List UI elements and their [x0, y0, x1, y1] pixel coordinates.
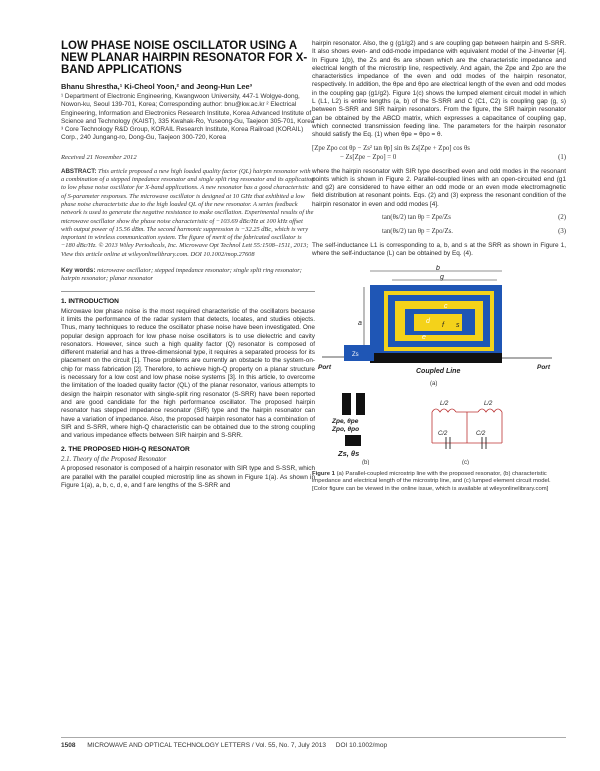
label-c: c	[444, 302, 448, 310]
section-heading-intro: 1. INTRODUCTION	[61, 297, 119, 305]
label-a: a	[358, 319, 362, 327]
label-b: b	[436, 264, 440, 272]
footer-doi: DOI 10.1002/mop	[335, 742, 388, 749]
label-panel-b: (b)	[362, 459, 370, 465]
label-coupled-line: Coupled Line	[416, 367, 461, 375]
page-number: 1508	[61, 742, 76, 749]
divider	[61, 291, 315, 292]
label-f: f	[442, 321, 444, 329]
label-zpo: Zpo, θpo	[332, 425, 360, 433]
figure-caption-label: Figure 1	[312, 470, 335, 477]
microstrip-section	[345, 435, 361, 446]
feed-line-zs	[344, 345, 374, 361]
coupled-pair-left	[342, 393, 351, 415]
inductor-l1	[432, 409, 456, 412]
equation-3-number: (3)	[558, 228, 566, 236]
label-zpe: Zpe, θpe	[332, 417, 359, 425]
article-title: LOW PHASE NOISE OSCILLATOR USING A NEW PLANAR HAIRPIN RESONATOR FOR X-BAND APPLICATIONS	[61, 40, 308, 76]
label-l2: L/2	[484, 400, 493, 407]
label-d: d	[426, 317, 430, 325]
label-panel-c: (c)	[462, 459, 469, 465]
right-paragraph-1: hairpin resonator. Also, the g (g1/g2) and s are coupling gap between hairpin and S-SRR. It also shows even- and odd-mode impedance with equivalent model of the J-inverter [4]. In Figure 1(b), the Zs and θs are shown which are the characteristic impedance and electrical length of the microstrip line, respectively. And again, the Zpe and Zpo are the characteristics impedance of the even and odd modes of the hairpin resonator, respectively. In addition, the θpe and θpo are electrical length of the even and odd modes in the coupling gap (g1/g2). Figure 1(c) shows the lumped element circuit model in which L (L1, L2) is entire lengths (a, b) of the S-SRR and C (C1, C2) is coupling gap (g, s) between S-SRR and SIR hairpin resonators. From the figure, the SIR hairpin resonator can be obtained by the ABCD matrix, which expresses a capacitance of coupling gap, which connected transmission feeding line. The parameters for the hairpin resonator should satisfy the Eq. (1) when θpe = θpo = θ.	[312, 40, 566, 139]
figure-caption-text: (a) Parallel-coupled microstrip line with the proposed resonator, (b) characteristic impedance and electrical length of the microstrip line, and (c) lumped element circuit model. [Color figure can be viewed in the online issue, which is available at wileyonlinelibrary.com]	[312, 470, 551, 493]
theory-paragraph: A proposed resonator is composed of a hairpin resonator with SIR type and S-SSR, which are parallel with the parallel coupled microstrip line as shown in Figure 1(a). As shown in Figure 1(a), a, b, c, d, e, and f are lengths of the S-SRR and	[61, 465, 315, 489]
keywords	[61, 267, 315, 284]
equation-2-text: tan(θs/2) tan θp = Zpe/Zs	[382, 214, 451, 222]
label-zs-theta: Zs, θs	[338, 448, 360, 458]
label-port-right: Port	[537, 363, 550, 371]
hairpin-stub	[414, 314, 462, 331]
left-column	[61, 40, 315, 490]
equation-1-line-1: [Zpe Zpo cot θp − Zs² tan θp] sin θs Zs[Zpe + Zpo] cos θs	[312, 144, 470, 152]
figure-caption	[312, 471, 566, 494]
label-s: s	[456, 321, 460, 329]
coupled-line	[370, 353, 502, 363]
abstract-text: This article proposed a new high loaded quality factor (QL) hairpin resonator with a combination of a stepped impedance resonator and single split ring resonator and its application to low phase noise oscillator for X-band applications. A new resonator has a good characteristic of S-parameter responses. The microwave oscillator is designed at 10 GHz that exhibited a low phase noise characteristic due to the high loaded QL of the new resonator. A series feedback network is used to generate the negative resistance to make oscillation. Experimental results of the microwave oscillator show the phase noise characteristic of −103.69 dBc/Hz at 100 kHz offset with output power of 15.56 dBm. The second harmonic suppression is −32.25 dBc, which is very important in wireless communication system. The figure of merit of the fabricated oscillator is −180 dBc/Hz. © 2013 Wiley Periodicals, Inc. Microwave Opt Technol Lett 55:1508–1511, 2013; View this article online at wileyonlinelibrary.com. DOI 10.1002/mop.27608	[61, 167, 315, 258]
label-port-left: Port	[318, 363, 331, 371]
label-c2: C/2	[476, 430, 486, 437]
label-g: g	[440, 273, 444, 281]
equation-1	[312, 145, 566, 163]
equation-3	[312, 228, 566, 237]
right-paragraph-2: where the hairpin resonator with SIR type described even and odd modes in the resonant points which is shown in Figure 2. Parallel-coupled lines with an open-circuited end (g1 and g2) are considered to have either an odd mode or an even mode electromagnetic field distribution at resonant points. Eqs. (2) and (3) express the resonant condition of the hairpin resonator in even and odd modes [4].	[312, 167, 566, 208]
received-date: Received 21 November 2012	[61, 153, 137, 161]
keywords-label: Key words:	[61, 267, 96, 275]
abstract	[61, 168, 315, 259]
intro-paragraph: Microwave low phase noise is the most required characteristic of the oscillators because it limits the performance of the radar system that detects, locates, and studies objects. Thus, many techniques to reduce the oscillator phase noise have been investigated. One popular design approach for low phase noise oscillators is to use dielectric and cavity resonators. However, since such a high quality factor (Q) resonator is composed of different material and has a three-dimensional type, it requires a separated process for its placement on the circuit [1]. These problems are currently an obstacle to the system-on-chip for mass fabrication [2]. Therefore, to achieve high-Q property on a planar structure is necessary for a low cost and low phase noise systems [3]. In this article, to overcome the limitation of the loaded quality factor (QL) of the planar resonator, various attempts to design the hairpin resonator with single-split ring resonator (S-SRR) have been reported and are good candidate for the high performance oscillator. The proposed hairpin resonator has stepped impedance resonator (SIR) type and the hairpin resonator can have a variation of impedance. Also, the proposed hairpin resonator has a combination of SIR and S-SRR, where high-Q characteristic can be obtained due to the strong coupling and various impedance effects between SIR hairpin and S-SRR.	[61, 307, 315, 440]
figure-panel-b	[331, 393, 369, 465]
label-e: e	[422, 333, 426, 341]
equation-2	[312, 214, 566, 223]
coupled-pair-right	[356, 393, 365, 415]
equation-2-number: (2)	[558, 214, 566, 222]
figure-panel-a	[318, 265, 552, 387]
right-column	[312, 40, 566, 494]
label-l1: L/2	[440, 400, 449, 407]
subsection-heading-theory: 2.1. Theory of the Proposed Resonator	[61, 456, 167, 464]
section-heading-proposed: 2. THE PROPOSED HIGH-Q RESONATOR	[61, 446, 190, 454]
keywords-text: microwave oscillator; stepped impedance resonator; single split ring resonator; hairpin resonator; planar resonator	[61, 267, 302, 283]
equation-1-number: (1)	[558, 153, 566, 161]
author-list: Bhanu Shrestha,¹ Ki-Cheol Yoon,² and Jeong-Hun Lee³	[61, 82, 253, 91]
affiliations: ¹ Department of Electronic Engineering, Kwangwoon University, 447-1 Wolgye-dong, Nowon-ku, Seoul 139-701, Korea; Corresponding author: bnu@kw.ac.kr ² Electrical Engineering, Information and Electronics Research Institute, Korea Advanced Institute of Science and Technology (KAIST), 335 Kwahak-Ro, Yuseong-Gu, Taejeon 305-701, Korea ³ Core Technology R&D Group, KORAIL Research Institute, Korea Railroad (KORAIL) Corp., 240 Jungang-ro, Dong-Gu, Taejeon 300-720, Korea	[61, 93, 315, 142]
journal-info: MICROWAVE AND OPTICAL TECHNOLOGY LETTERS / Vol. 55, No. 7, July 2013	[87, 742, 326, 749]
inductor-l2	[478, 409, 502, 412]
abstract-label: ABSTRACT:	[61, 167, 97, 175]
label-c1: C/2	[438, 430, 448, 437]
figure-1	[312, 265, 566, 465]
figure-panel-c	[432, 401, 502, 465]
equation-3-text: tan(θs/2) tan θp = Zpo/Zs.	[382, 228, 453, 236]
label-zs: Zs	[352, 351, 359, 358]
right-paragraph-3: The self-inductance L1 is corresponding to a, b, and s at the SRR as shown in Figure 1, where the self-inductance (L) can be obtained by Eq. (4).	[312, 242, 566, 258]
equation-1-line-2: − Zs[Zpe − Zpo] = 0	[340, 153, 397, 161]
page-footer	[61, 737, 566, 749]
label-panel-a: (a)	[430, 380, 438, 387]
